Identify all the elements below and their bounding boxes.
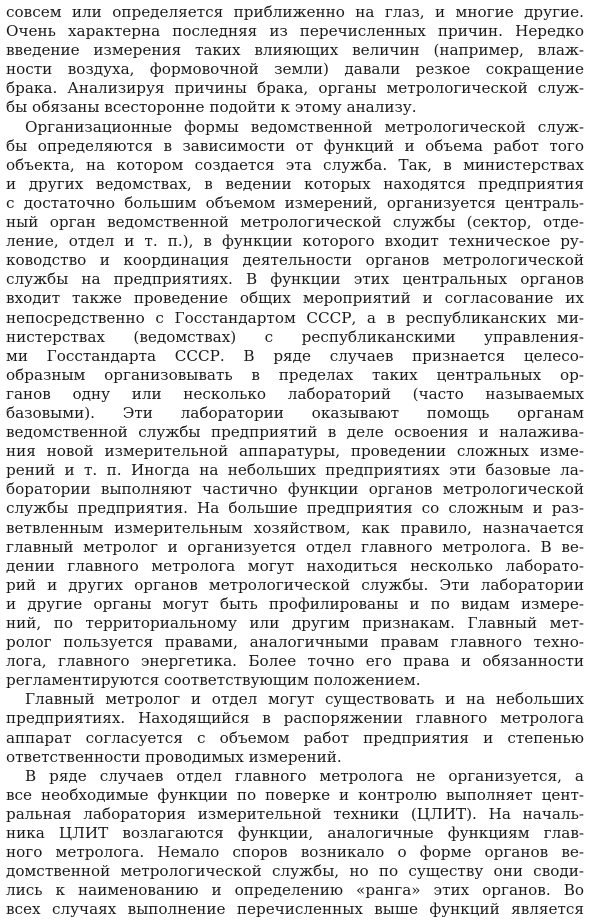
paragraph [6, 767, 584, 920]
paragraph [6, 3, 584, 118]
text-line: В ряде случаев отдел главного метролога не организуется, а [25, 766, 584, 785]
text-line: все необходимые функции по поверке и контролю выполняет цент- [6, 785, 584, 804]
text-line: введение измерения таких влияющих величин (например, влаж- [6, 41, 584, 60]
text-line: с достаточно большим объемом измерений, организуется централь- [6, 193, 584, 212]
text-line: нистерствах (ведомствах) с республиканскими управления- [6, 327, 584, 346]
text-line: непосредственно с Госстандартом СССР, а в республиканских ми- [6, 308, 584, 327]
paragraph [6, 690, 584, 766]
paragraph [6, 118, 584, 691]
text-line: всех случаях выполнение перечисленных выше функций является [6, 900, 584, 919]
text-line: бы обязаны всесторонне подойти к этому анализу. [6, 98, 417, 117]
text-line: лись к наименованию и определению «ранга» этих органов. Во [6, 881, 584, 900]
text-line: входит также проведение общих мероприятий и согласование их [6, 289, 584, 308]
text-line: службы предприятия. На большие предприятия со сложным и раз- [6, 499, 584, 518]
text-line: ральная лаборатория измерительной техники (ЦЛИТ). На началь- [6, 804, 584, 823]
text-line: и других ведомствах, в ведении которых находятся предприятия [6, 174, 584, 193]
text-line: главный метролог и организуется отдел главного метролога. В ве- [6, 537, 584, 556]
text-line: рий и других органов метрологической службы. Эти лаборатории [6, 575, 584, 594]
text-line: объекта, на котором создается эта служба. Так, в министерствах [6, 155, 584, 174]
text-line: и другие органы могут быть профилированы и по видам измере- [6, 594, 584, 613]
text-line: ника ЦЛИТ возлагаются функции, аналогичные функциям глав- [6, 824, 584, 843]
text-line: боратории выполняют частично функции органов метрологической [6, 480, 584, 499]
text-line: ный орган ведомственной метрологической службы (сектор, отде- [6, 213, 584, 232]
text-line: домственной метрологической службы, но по существу они своди- [6, 862, 584, 881]
text-line: ведомственной службы предприятий в деле освоения и налажива- [6, 423, 584, 442]
text-line: Главный метролог и отдел могут существовать и на небольших [25, 690, 584, 709]
text-line: ководство и координация деятельности органов метрологической [6, 251, 584, 270]
text-line: предприятиях. Находящийся в распоряжении главного метролога [6, 709, 584, 728]
body-text [6, 3, 584, 920]
text-line: Очень характерна последняя из перечисленных причин. Нередко [6, 22, 584, 41]
text-line: базовыми). Эти лаборатории оказывают помощь органам [6, 403, 584, 422]
text-line: ности воздуха, формовочной земли) давали резкое сокращение [6, 60, 584, 79]
text-line: ление, отдел и т. п.), в функции которого входит техническое ру- [6, 232, 584, 251]
text-line: регламентируются соответствующим положением. [6, 671, 421, 690]
text-line: ролог пользуется правами, аналогичными правам главного техно- [6, 633, 584, 652]
text-line: образным организовывать в пределах таких центральных ор- [6, 365, 584, 384]
text-line: службы на предприятиях. В функции этих центральных органов [6, 270, 584, 289]
text-line: ветвленным измерительным хозяйством, как правило, назначается [6, 518, 584, 537]
text-line: ганов одну или несколько лабораторий (часто называемых [6, 384, 584, 403]
text-line: бы определяются в зависимости от функций и объема работ того [6, 136, 584, 155]
text-line: дении главного метролога могут находиться несколько лаборато- [6, 556, 584, 575]
text-line: брака. Анализируя причины брака, органы метрологической служ- [6, 79, 584, 98]
text-line: лога, главного энергетика. Более точно его права и обязанности [6, 652, 584, 671]
text-line: Организационные формы ведомственной метрологической служ- [25, 117, 584, 136]
text-line: ний, по территориальному или другим признакам. Главный мет- [6, 614, 584, 632]
text-line: ного метролога. Немало споров возникало о форме органов ве- [6, 843, 584, 862]
text-line: ния новой измерительной аппаратуры, проведении сложных изме- [6, 442, 584, 461]
text-line: ответственности проводимых измерений. [6, 747, 342, 766]
text-line: рений и т. п. Иногда на небольших предприятиях эти базовые ла- [6, 461, 584, 480]
text-line: совсем или определяется приближенно на глаз, и многие другие. [6, 3, 584, 21]
text-line: ми Госстандарта СССР. В ряде случаев признается целесо- [6, 346, 584, 365]
text-line: аппарат согласуется с объемом работ предприятия и степенью [6, 728, 584, 747]
